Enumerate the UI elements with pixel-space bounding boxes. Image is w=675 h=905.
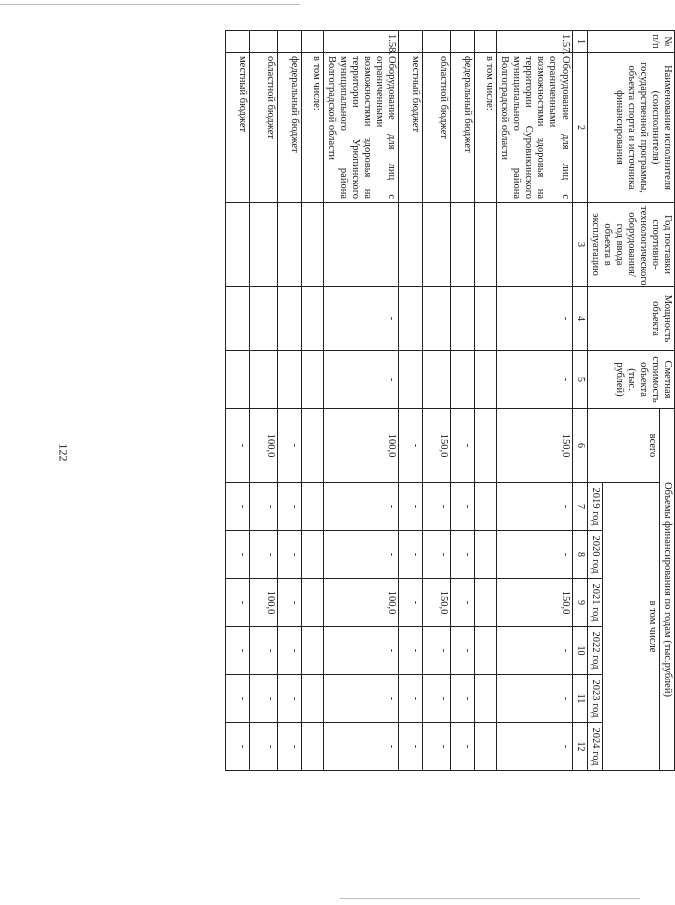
header-year-2024: 2024 год <box>587 723 602 771</box>
row-value: - <box>497 531 572 579</box>
row-value <box>301 203 323 287</box>
column-number: 8 <box>572 531 587 579</box>
row-value: - <box>423 531 451 579</box>
row-value <box>249 203 277 287</box>
column-number: 6 <box>572 409 587 483</box>
table-row <box>301 31 323 771</box>
row-value <box>301 531 323 579</box>
row-value <box>475 483 497 531</box>
table-row <box>497 31 572 771</box>
row-number <box>423 31 451 53</box>
row-value: - <box>225 723 249 771</box>
row-value: - <box>451 579 475 627</box>
header-year: Год поставки спортивно-технологического оборудования/ год ввода объекта в эксплуатацию <box>587 203 674 287</box>
row-value: - <box>399 675 423 723</box>
row-value: - <box>423 723 451 771</box>
row-number <box>399 31 423 53</box>
row-value <box>451 287 475 351</box>
row-value <box>497 203 572 287</box>
table-row <box>423 31 451 771</box>
row-value: - <box>323 627 398 675</box>
row-name: Оборудование для лиц с ограниченными возможностями здоровья на территории Суровикинского муниципального района Волгоградской области <box>497 53 572 203</box>
row-value: - <box>323 287 398 351</box>
row-value: 150,0 <box>423 579 451 627</box>
column-number: 12 <box>572 723 587 771</box>
row-value: - <box>451 483 475 531</box>
row-value <box>475 287 497 351</box>
row-value <box>277 351 301 409</box>
funding-table <box>225 30 675 771</box>
row-value <box>301 287 323 351</box>
row-value <box>475 723 497 771</box>
header-year-2022: 2022 год <box>587 627 602 675</box>
row-value: - <box>277 579 301 627</box>
row-value <box>301 675 323 723</box>
row-number <box>451 31 475 53</box>
row-number <box>225 31 249 53</box>
row-value: 100,0 <box>323 409 398 483</box>
row-value <box>423 203 451 287</box>
row-value: - <box>451 531 475 579</box>
row-value: - <box>399 483 423 531</box>
row-value <box>301 483 323 531</box>
row-value: - <box>497 351 572 409</box>
row-value: - <box>451 675 475 723</box>
row-value: - <box>323 723 398 771</box>
row-value: 150,0 <box>423 409 451 483</box>
row-value: - <box>323 675 398 723</box>
row-name: местный бюджет <box>225 53 249 203</box>
row-value <box>249 287 277 351</box>
scan-top-edge <box>0 4 300 5</box>
row-value: - <box>249 675 277 723</box>
row-value: - <box>423 627 451 675</box>
header-year-2019: 2019 год <box>587 483 602 531</box>
row-value: - <box>249 627 277 675</box>
row-value: - <box>497 723 572 771</box>
header-name: Наименование исполнителя (соисполнителя) государственной программы, объекта спорта и источника финансирования <box>587 53 674 203</box>
row-value: - <box>225 675 249 723</box>
row-value <box>399 351 423 409</box>
row-value: - <box>497 483 572 531</box>
row-value <box>399 203 423 287</box>
row-name: федеральный бюджет <box>451 53 475 203</box>
row-value: - <box>497 287 572 351</box>
row-value: 100,0 <box>323 579 398 627</box>
row-number <box>475 31 497 53</box>
row-value <box>225 287 249 351</box>
column-number-row <box>572 31 587 771</box>
row-value <box>475 531 497 579</box>
row-value: - <box>451 409 475 483</box>
row-value: - <box>497 675 572 723</box>
row-number: 1.58. <box>323 31 398 53</box>
header-number: № п/п <box>587 31 674 53</box>
row-value <box>323 203 398 287</box>
row-value: - <box>249 483 277 531</box>
row-name: местный бюджет <box>399 53 423 203</box>
column-number: 10 <box>572 627 587 675</box>
column-number: 7 <box>572 483 587 531</box>
row-value <box>475 627 497 675</box>
row-value <box>475 675 497 723</box>
header-capacity: Мощность объекта <box>587 287 674 351</box>
header-funding-group: Объемы финансирования по годам (тыс.рублей) <box>659 409 674 771</box>
row-value <box>475 351 497 409</box>
header-row-1 <box>659 31 674 771</box>
row-value: - <box>277 531 301 579</box>
row-value <box>301 351 323 409</box>
row-value: - <box>277 409 301 483</box>
header-including: в том числе <box>602 483 659 771</box>
table-row <box>451 31 475 771</box>
row-value: - <box>497 627 572 675</box>
column-number: 9 <box>572 579 587 627</box>
row-name: в том числе: <box>475 53 497 203</box>
row-number <box>301 31 323 53</box>
table-row <box>277 31 301 771</box>
row-name: в том числе: <box>301 53 323 203</box>
table-row <box>249 31 277 771</box>
row-value: - <box>249 531 277 579</box>
header-year-2021: 2021 год <box>587 579 602 627</box>
column-number: 2 <box>572 53 587 203</box>
row-value: - <box>277 675 301 723</box>
row-value <box>301 409 323 483</box>
table-row <box>225 31 249 771</box>
row-value: - <box>423 675 451 723</box>
row-value: - <box>225 579 249 627</box>
row-value: - <box>277 723 301 771</box>
row-value: - <box>323 351 398 409</box>
page-number: 122 <box>56 443 71 462</box>
row-value: - <box>399 723 423 771</box>
column-number: 1 <box>572 31 587 53</box>
row-value: - <box>451 627 475 675</box>
row-value: - <box>225 409 249 483</box>
row-value <box>451 351 475 409</box>
row-value: - <box>277 627 301 675</box>
column-number: 4 <box>572 287 587 351</box>
row-name: областной бюджет <box>249 53 277 203</box>
row-value <box>475 409 497 483</box>
row-value <box>301 579 323 627</box>
row-value: - <box>399 579 423 627</box>
row-value: - <box>323 483 398 531</box>
table-row <box>475 31 497 771</box>
row-value: 100,0 <box>249 409 277 483</box>
row-value <box>225 203 249 287</box>
row-value: - <box>399 531 423 579</box>
table-row <box>399 31 423 771</box>
row-number <box>249 31 277 53</box>
table-row <box>323 31 398 771</box>
row-value <box>301 627 323 675</box>
row-name: Оборудование для лиц с ограниченными возможностями здоровья на территории Урюпинского муниципального района Волгоградской области <box>323 53 398 203</box>
row-value: 100,0 <box>249 579 277 627</box>
row-value <box>301 723 323 771</box>
header-estimated-cost: Сметная стоимость объекта (тыс. рублей) <box>587 351 674 409</box>
row-value <box>225 351 249 409</box>
row-value: - <box>225 483 249 531</box>
header-total: всего <box>587 409 659 483</box>
row-value: - <box>225 531 249 579</box>
row-value: - <box>423 483 451 531</box>
row-name: областной бюджет <box>423 53 451 203</box>
rotated-page <box>160 30 675 770</box>
row-value <box>277 287 301 351</box>
row-value: - <box>225 627 249 675</box>
row-number <box>277 31 301 53</box>
column-number: 11 <box>572 675 587 723</box>
scan-bottom-edge <box>340 898 640 899</box>
row-value: - <box>323 531 398 579</box>
row-value <box>423 351 451 409</box>
row-value <box>399 287 423 351</box>
row-name: федеральный бюджет <box>277 53 301 203</box>
header-year-2023: 2023 год <box>587 675 602 723</box>
row-value <box>249 351 277 409</box>
row-value <box>475 203 497 287</box>
row-value: 150,0 <box>497 409 572 483</box>
column-number: 3 <box>572 203 587 287</box>
row-number: 1.57. <box>497 31 572 53</box>
row-value: 150,0 <box>497 579 572 627</box>
row-value <box>451 203 475 287</box>
row-value <box>277 203 301 287</box>
row-value <box>423 287 451 351</box>
row-value <box>475 579 497 627</box>
row-value: - <box>249 723 277 771</box>
header-year-2020: 2020 год <box>587 531 602 579</box>
row-value: - <box>399 627 423 675</box>
row-value: - <box>451 723 475 771</box>
column-number: 5 <box>572 351 587 409</box>
row-value: - <box>277 483 301 531</box>
row-value: - <box>399 409 423 483</box>
